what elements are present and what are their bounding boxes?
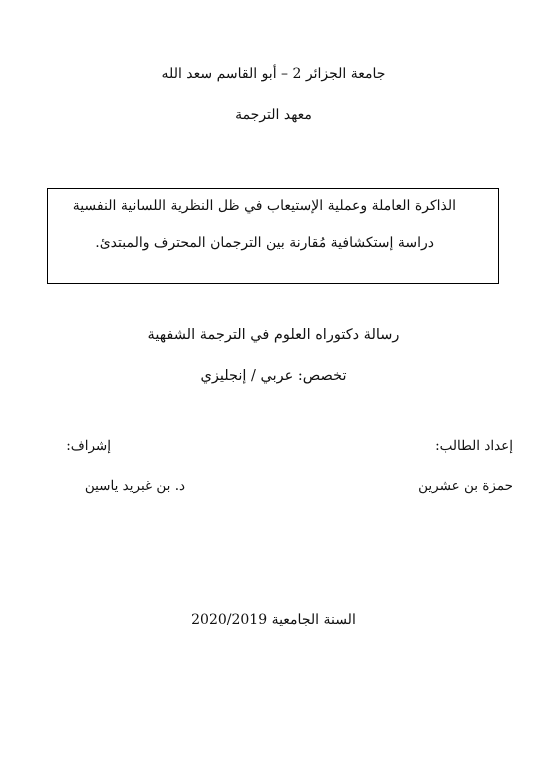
thesis-title-box [47, 188, 499, 284]
thesis-title-line-1: الذاكرة العاملة وعملية الإستيعاب في ظل النظرية اللسانية النفسية [72, 198, 456, 214]
supervisor-name: د. بن غبريد ياسين [84, 478, 185, 494]
institute-name: معهد الترجمة [235, 107, 312, 123]
prepared-by-label: إعداد الطالب: [435, 438, 513, 454]
academic-year: السنة الجامعية 2020/2019 [191, 612, 356, 628]
student-name: حمزة بن عشرين [418, 478, 513, 494]
thesis-title-line-2: دراسة إستكشافية مُقارنة بين الترجمان المحترف والمبتدئ. [95, 235, 434, 251]
supervision-label: إشراف: [66, 438, 111, 454]
thesis-type: رسالة دكتوراه العلوم في الترجمة الشفهية [147, 327, 400, 343]
specialty: تخصص: عربي / إنجليزي [200, 368, 347, 384]
university-name: جامعة الجزائر 2 – أبو القاسم سعد الله [161, 66, 386, 82]
